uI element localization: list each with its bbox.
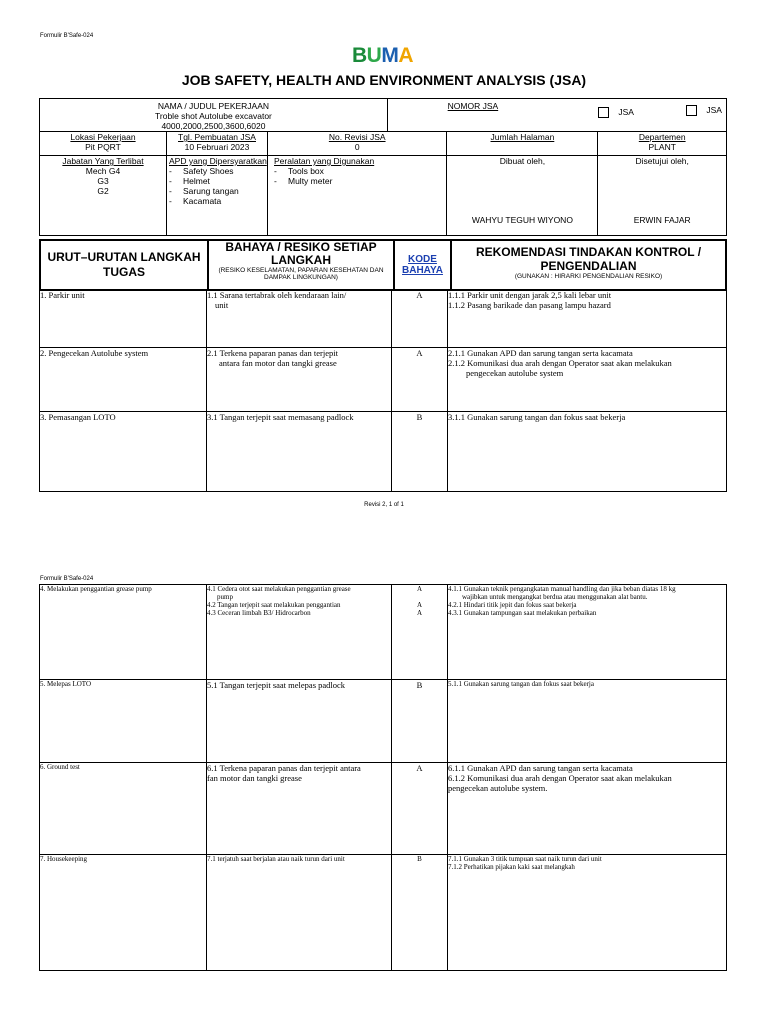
step-text: 3. Pemasangan LOTO [40, 412, 116, 422]
control-line: 6.1.2 Komunikasi dua arah dengan Operator saat akan melakukan [448, 773, 672, 783]
revisi-value: 0 [354, 142, 360, 152]
control-line: pengecekan autolube system [466, 368, 564, 378]
page-title: JOB SAFETY, HEALTH AND ENVIRONMENT ANALYSIS (JSA) [181, 72, 587, 88]
control-line: 2.1.1 Gunakan APD dan sarung tangan serta kacamata [448, 348, 633, 358]
hazard-code: A [416, 290, 423, 300]
departemen-label: Departemen [638, 132, 686, 142]
table-row [40, 348, 727, 412]
dibuat-label: Dibuat oleh, [499, 156, 546, 166]
table-row [40, 763, 727, 855]
jabatan-item: Mech G4 [85, 166, 121, 176]
col-header-bahaya-sub: (RESIKO KESELAMATAN, PAPARAN KESEHATAN DAN DAMPAK LINGKUNGAN) [218, 267, 384, 281]
col-header-urut: URUT–URUTAN LANGKAH TUGAS [47, 250, 201, 279]
jabatan-item: G3 [97, 176, 109, 186]
hazard-code: B [417, 855, 422, 863]
jsa-number-label: NOMOR JSA [447, 101, 499, 111]
table-row [40, 855, 727, 971]
hazard-code: A [416, 585, 423, 593]
step-text: 7. Housekeeping [40, 855, 88, 863]
apd-item: Safety Shoes [183, 166, 234, 176]
control-line: 4.3.1 Gunakan tampungan saat melakukan perbaikan [448, 609, 597, 617]
hazard-line: 4.1 Cedera otot saat melakukan penggantian grease [207, 585, 351, 593]
hazard-code: A [416, 609, 423, 617]
company-logo: BUMA [352, 44, 414, 67]
peralatan-item: Tools box [288, 166, 324, 176]
hazard-code: B [416, 680, 423, 690]
apd-label: APD yang Dipersyaratkan [169, 156, 267, 166]
hazard-line: 1.1 Sarana tertabrak oleh kendaraan lain/ [207, 290, 347, 300]
step-text: 6. Ground test [40, 763, 80, 771]
job-title-label: NAMA / JUDUL PEKERJAAN [157, 101, 270, 111]
col-header-bahaya: BAHAYA / RESIKO SETIAP LANGKAH [225, 240, 377, 267]
jsa-header-table: NAMA / JUDUL PEKERJAAN Troble shot Autolube excavator 4000,2000,2500,3600,6020 NOMOR JSA JSA JSA Lokasi Pekerjaan Pit PQRT Tgl. Pembuatan JSA 10 Februari 2023 No. Revisi JSA 0 Jumlah Halaman Departemen PLANT Jabatan Yang Terlibat Mech G4 G3 G2 APD yang Dipersyaratkan - Safety Shoes - Helmet - Sarung tangan - Kacamata Peralatan yang Digunakan - Tools box - Multy meter Dibuat oleh, WAHYU TEGUH WIYONO Disetujui oleh, ERWIN FAJAR [39, 98, 727, 236]
hazard-code: A [416, 348, 423, 358]
dibuat-name: WAHYU TEGUH WIYONO [471, 215, 573, 225]
control-line: 2.1.2 Komunikasi dua arah dengan Operator saat akan melakukan [448, 358, 672, 368]
hazard-line: 7.1 terjatuh saat berjalan atau naik turun dari unit [207, 855, 345, 863]
jsa-steps-rows-2 [39, 584, 727, 971]
form-number: Formulir B'Safe-024 [40, 33, 94, 39]
peralatan-item: Multy meter [288, 176, 333, 186]
job-title-value: Troble shot Autolube excavator [155, 111, 272, 121]
step-text: 5. Melepas LOTO [40, 680, 91, 688]
control-line: 6.1.1 Gunakan APD dan sarung tangan serta kacamata [448, 763, 633, 773]
hazard-line: 4.2 Tangan terjepit saat melakukan penggantian [207, 601, 341, 609]
form-number-2: Formulir B'Safe-024 [40, 576, 94, 582]
jsa-option-2: JSA [706, 105, 722, 115]
hazard-line: pump [217, 593, 233, 601]
control-line: 7.1.1 Gunakan 3 titik tumpuan saat naik turun dari unit [448, 855, 602, 863]
jsa-checkbox-1[interactable] [598, 107, 609, 118]
apd-item: Sarung tangan [183, 186, 239, 196]
disetujui-name: ERWIN FAJAR [633, 215, 691, 225]
jabatan-label: Jabatan Yang Terlibat [62, 156, 144, 166]
hazard-code: A [416, 601, 423, 609]
control-line: wajibkan untuk mengangkat berdua atau menggunakan alat bantu. [462, 593, 648, 601]
apd-item: Kacamata [183, 196, 222, 206]
jsa-steps-rows [39, 289, 727, 492]
hazard-line: antara fan motor dan tangki grease [219, 358, 337, 368]
table-row [40, 290, 727, 348]
step-text: 2. Pengecekan Autolube system [40, 348, 149, 358]
control-line: pengecekan autolube system. [448, 783, 548, 793]
tgl-value: 10 Februari 2023 [184, 142, 250, 152]
table-row [40, 412, 727, 492]
col-header-kode[interactable]: KODE BAHAYA [402, 254, 443, 276]
hazard-code: B [416, 412, 423, 422]
hazard-line: 4.3 Ceceran limbah B3/ Hidrocarbon [207, 609, 311, 617]
halaman-label: Jumlah Halaman [490, 132, 555, 142]
control-line: 7.1.2 Perhatikan pijakan kaki saat melangkah [448, 863, 575, 871]
hazard-line: 6.1 Terkena paparan panas dan terjepit antara [207, 763, 361, 773]
control-line: 4.1.1 Gunakan teknik pengangkatan manual handling dan jika beban diatas 18 kg [448, 585, 676, 593]
hazard-line: unit [215, 300, 229, 310]
control-line: 3.1.1 Gunakan sarung tangan dan fokus saat bekerja [448, 412, 626, 422]
col-header-rekomendasi: REKOMENDASI TINDAKAN KONTROL / PENGENDALIAN [475, 245, 702, 273]
page-footer: Revisi 2, 1 of 1 [364, 502, 404, 508]
disetujui-label: Disetujui oleh, [635, 156, 689, 166]
step-text: 1. Parkir unit [40, 290, 85, 300]
jabatan-item: G2 [97, 186, 109, 196]
job-title-units: 4000,2000,2500,3600,6020 [161, 121, 266, 131]
step-text: 4. Melakukan penggantian grease pump [40, 585, 152, 593]
col-header-rekomendasi-sub: (GUNAKAN : HIRARKI PENGENDALIAN RESIKO) [514, 273, 663, 280]
table-row [40, 680, 727, 763]
hazard-line: 3.1 Tangan terjepit saat memasang padlock [207, 412, 354, 422]
control-line: 5.1.1 Gunakan sarung tangan dan fokus saat bekerja [448, 680, 594, 688]
hazard-line: fan motor dan tangki grease [207, 773, 302, 783]
revisi-label: No. Revisi JSA [328, 132, 386, 142]
control-line: 4.2.1 Hindari titik jepit dan fokus saat bekerja [448, 601, 577, 609]
peralatan-label: Peralatan yang Digunakan [274, 156, 375, 166]
table-row [40, 585, 727, 680]
jsa-steps-table [39, 239, 727, 291]
departemen-value: PLANT [648, 142, 676, 152]
apd-item: Helmet [183, 176, 210, 186]
jsa-checkbox-2[interactable] [686, 105, 697, 116]
control-line: 1.1.1 Parkir unit dengan jarak 2,5 kali lebar unit [448, 290, 612, 300]
hazard-line: 2.1 Terkena paparan panas dan terjepit [207, 348, 338, 358]
jsa-option-1: JSA [618, 107, 634, 117]
control-line: 1.1.2 Pasang barikade dan pasang lampu hazard [448, 300, 611, 310]
lokasi-value: Pit PQRT [85, 142, 121, 152]
tgl-label: Tgl. Pembuatan JSA [178, 132, 256, 142]
hazard-code: A [416, 763, 423, 773]
lokasi-label: Lokasi Pekerjaan [70, 132, 136, 142]
hazard-line: 5.1 Tangan terjepit saat melepas padlock [207, 680, 346, 690]
